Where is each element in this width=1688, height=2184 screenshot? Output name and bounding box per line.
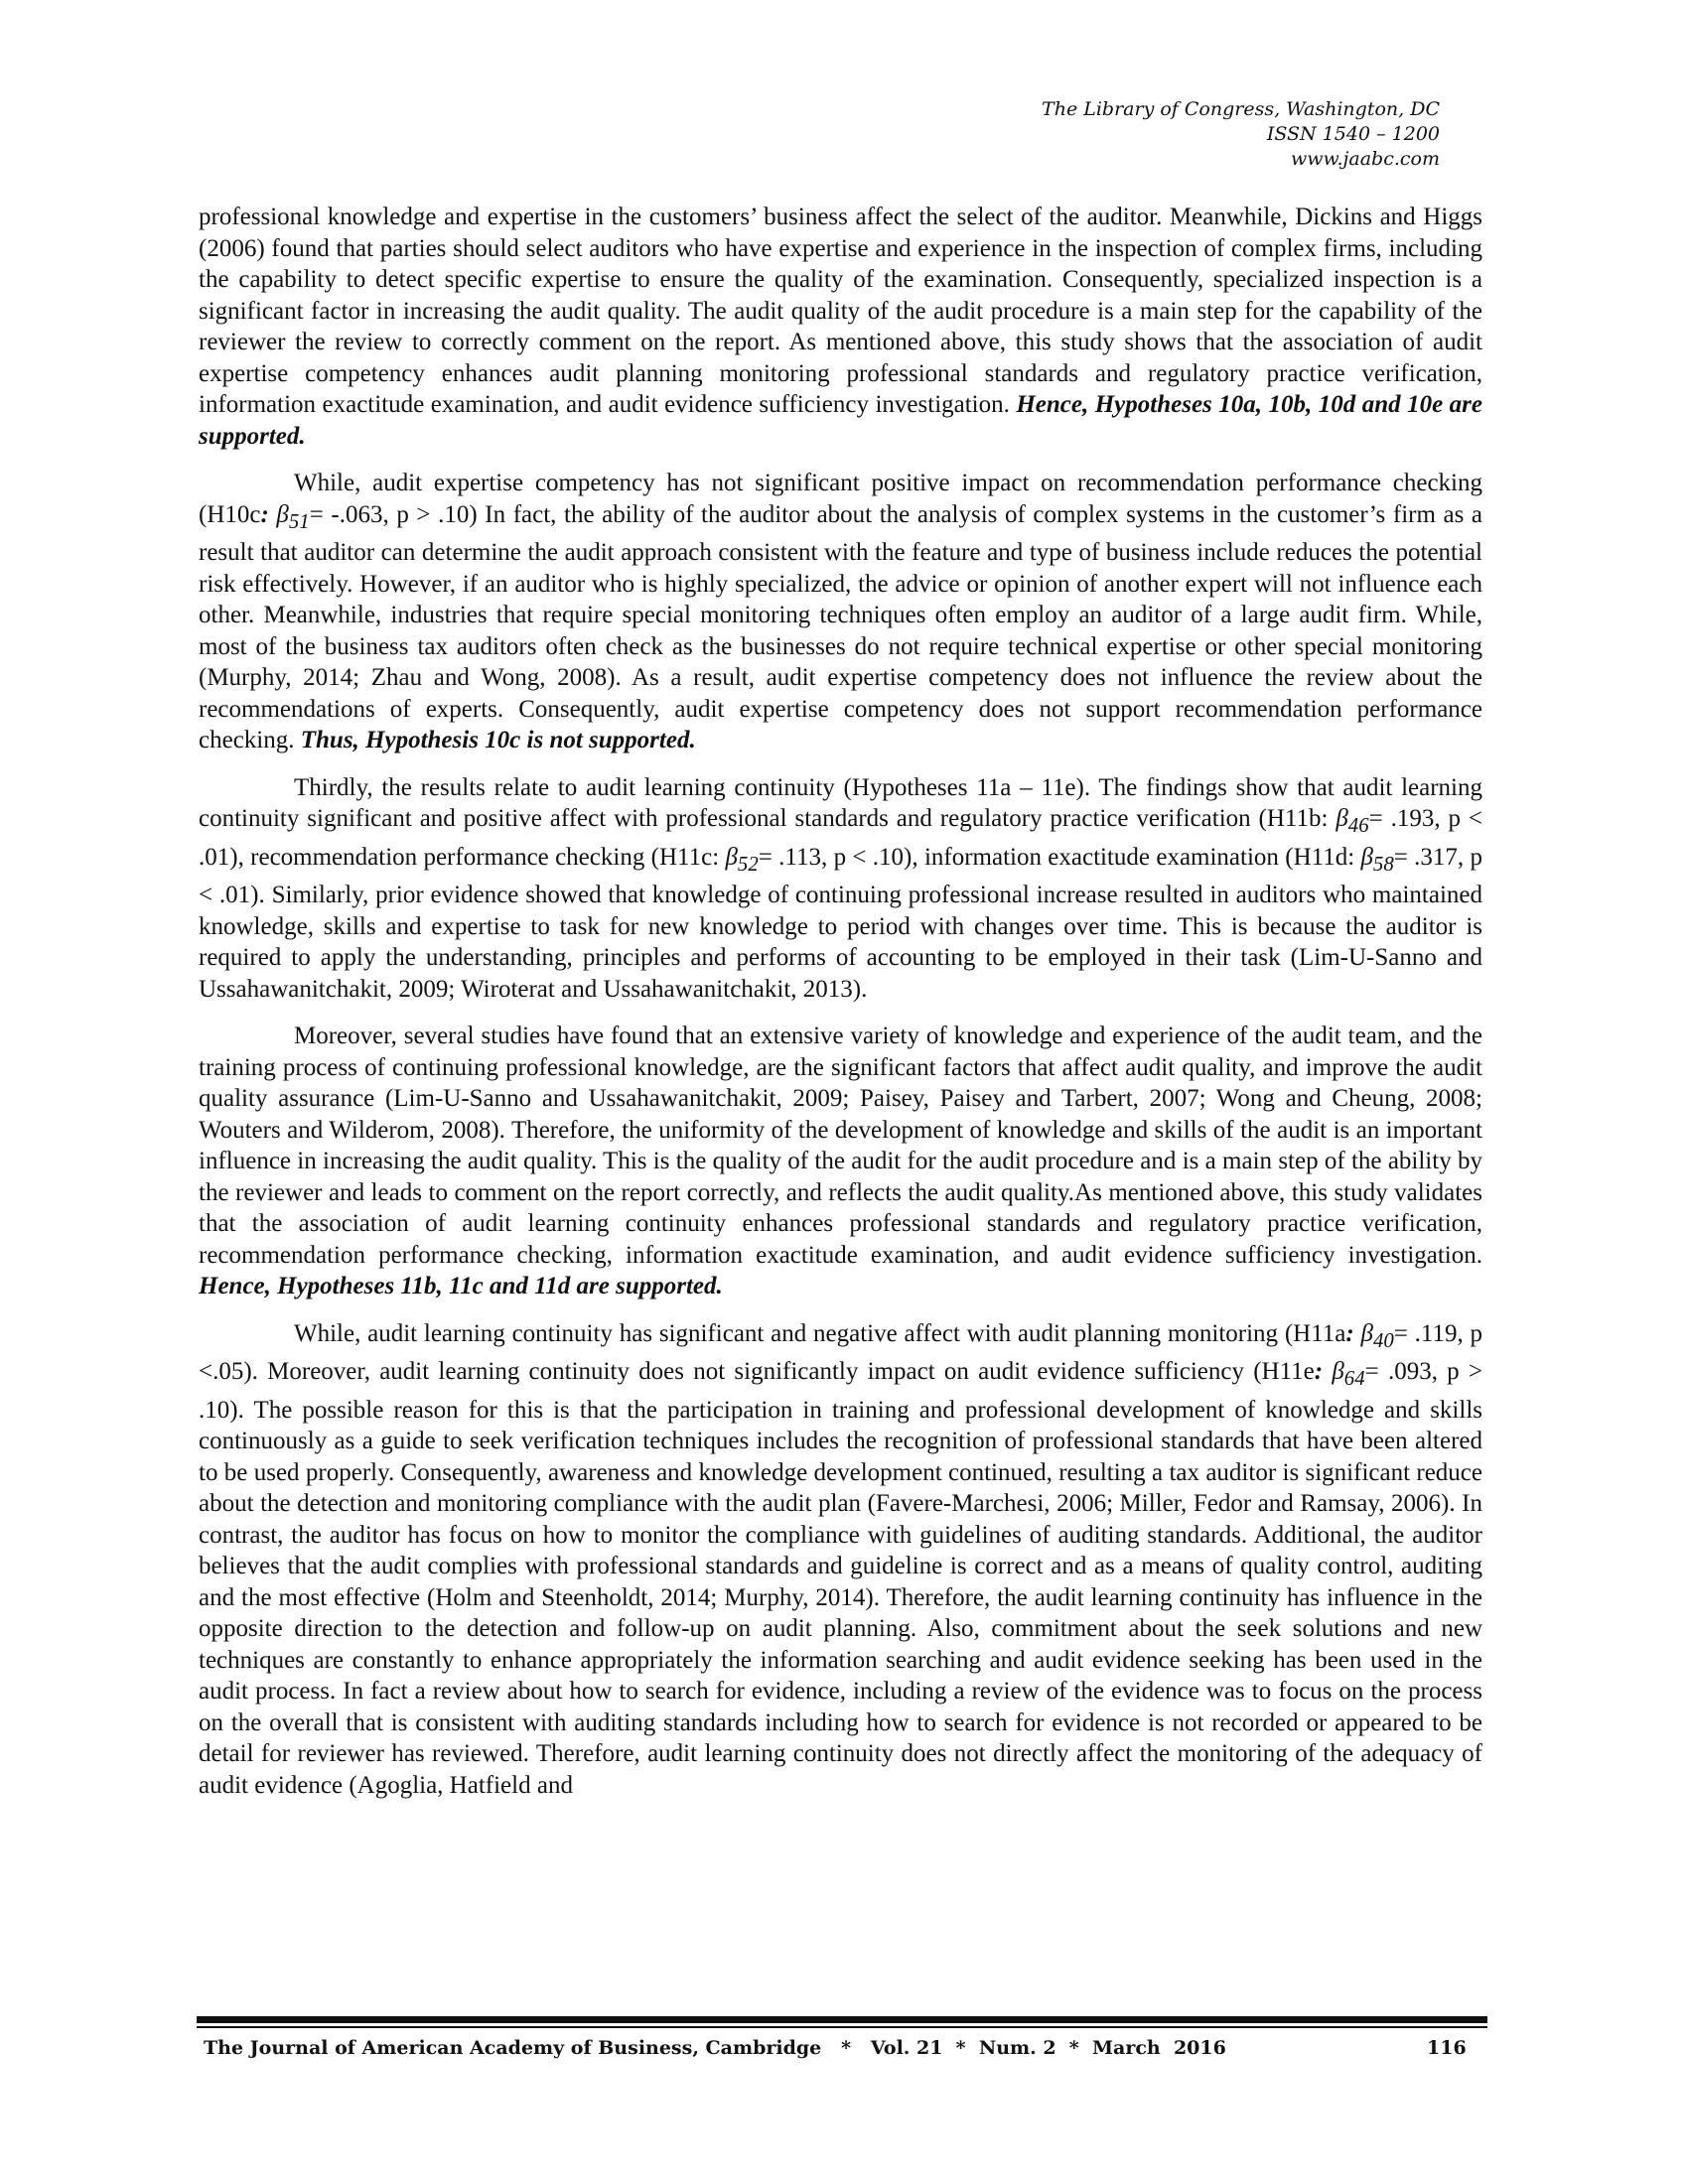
- paragraph-text: = .317, p < .01). Similarly, prior evidence showed that knowledge of continuing professional increase resulted in auditors who maintained knowledge, skills and expertise to task for new knowledge to period with changes over time. This is because the auditor is required to apply the understanding, principles and performs of accounting to be employed in their task (Lim-U-Sanno and Ussahawanitchakit, 2009; Wiroterat and Ussahawanitchakit, 2013).: [199, 843, 1482, 1003]
- beta-symbol: β: [725, 843, 738, 871]
- paragraph-text: Moreover, several studies have found that an extensive variety of knowledge and experience of the audit team, and the training process of continuing professional knowledge, are the significant factors that affect audit quality, and improve the audit quality assurance (Lim-U-Sanno and Ussahawanitchakit, 2009; Paisey, Paisey and Tarbert, 2007; Wong and Cheung, 2008; Wouters and Wilderom, 2008). Therefore, the uniformity of the development of knowledge and skills of the audit is an important influence in increasing the audit quality. This is the quality of the audit for the audit procedure and is a main step of the ability by the reviewer and leads to comment on the report correctly, and reflects the audit quality.As mentioned above, this study validates that the association of audit learning continuity enhances professional standards and regulatory practice verification, recommendation performance checking, information exactitude examination, and audit evidence sufficiency investigation.: [199, 1023, 1482, 1269]
- header-issn: ISSN 1540 – 1200: [1266, 123, 1440, 145]
- paragraph-5: [199, 1318, 1482, 1802]
- hypothesis-conclusion: Hence, Hypotheses 11b, 11c and 11d are supported.: [199, 1273, 723, 1299]
- beta-subscript: 46: [1347, 813, 1369, 837]
- header-publisher: The Library of Congress, Washington, DC: [1042, 98, 1440, 120]
- paragraph-2: [199, 468, 1482, 756]
- beta-subscript: 52: [737, 851, 759, 876]
- paragraph-text: = .193, p < .01), recommendation performance checking (H11c:: [199, 805, 1483, 871]
- paragraph-3: [199, 772, 1482, 1006]
- paragraph-text: professional knowledge and expertise in the customers’ business affect the select of the auditor. Meanwhile, Dickins and Higgs (2006) found that parties should select auditors who have expertise and experience in the inspection of complex firms, including the capability to detect specific expertise to ensure the quality of the examination. Consequently, specialized inspection is a significant factor in increasing the audit quality. The audit quality of the audit procedure is a main step for the capability of the reviewer the review to correctly comment on the report. As mentioned above, this study shows that the association of audit expertise competency enhances audit planning monitoring professional standards and regulatory practice verification, information exactitude examination, and audit evidence sufficiency investigation.: [199, 204, 1482, 418]
- paragraph-text: = .093, p > .10). The possible reason for this is that the participation in training and professional development of knowledge and skills continuously as a guide to seek verification techniques includes the recognition of professional standards that have been altered to be used properly. Consequently, awareness and knowledge development continued, resulting a tax auditor is significant reduce about the detection and monitoring compliance with the audit plan (Favere-Marchesi, 2006; Miller, Fedor and Ramsay, 2006). In contrast, the auditor has focus on how to monitor the compliance with guidelines of auditing standards. Additional, the auditor believes that the audit complies with professional standards and guideline is correct and as a means of quality control, auditing and the most effective (Holm and Steenholdt, 2014; Murphy, 2014). Therefore, the audit learning continuity has influence in the opposite direction to the detection and follow-up on audit planning. Also, commitment about the seek solutions and new techniques are constantly to enhance appropriately the information searching and audit evidence seeking has been used in the audit process. In fact a review about how to search for evidence, including a review of the evidence was to focus on the process on the overall that is consistent with auditing standards including how to search for evidence is not recorded or appeared to be detail for reviewer has reviewed. Therefore, audit learning continuity does not directly affect the monitoring of the adequacy of audit evidence (Agoglia, Hatfield and: [199, 1358, 1482, 1799]
- paragraph-4: [199, 1021, 1482, 1302]
- article-body: [199, 202, 1482, 1817]
- beta-symbol: β: [1360, 1319, 1373, 1347]
- beta-subscript: 58: [1372, 851, 1394, 876]
- page-number: 116: [1427, 2037, 1467, 2059]
- beta-subscript: 64: [1343, 1366, 1365, 1390]
- beta-symbol: β: [1332, 1358, 1344, 1385]
- paragraph-text: Thirdly, the results relate to audit learning continuity (Hypotheses 11a – 11e). The findings show that audit learning continuity significant and positive affect with professional standards and regulatory practice verification (H11b:: [199, 773, 1482, 832]
- colon: :: [1314, 1358, 1324, 1385]
- running-header: [923, 97, 1440, 172]
- paragraph-text: = -.063, p > .10) In fact, the ability of the auditor about the analysis of complex systems in the customer’s firm as a result that auditor can determine the audit approach consistent with the feature and type of business include reduces the potential risk effectively. However, if an auditor who is highly specialized, the advice or opinion of another expert will not influence each other. Meanwhile, industries that require special monitoring techniques often employ an auditor of a large audit firm. While, most of the business tax auditors often check as the businesses do not require technical expertise or other special monitoring (Murphy, 2014; Zhau and Wong, 2008). As a result, audit expertise competency does not influence the review about the recommendations of experts. Consequently, audit expertise competency does not support recommendation performance checking.: [199, 500, 1483, 753]
- paragraph-text: = .113, p < .10), information exactitude examination (H11d:: [758, 843, 1361, 871]
- paragraph-1: [199, 202, 1482, 452]
- beta-symbol: β: [1336, 805, 1348, 832]
- footer-rule-thick: [197, 2016, 1487, 2023]
- hypothesis-conclusion: Thus, Hypothesis 10c is not supported.: [300, 727, 696, 753]
- beta-subscript: 51: [288, 508, 310, 533]
- beta-subscript: 40: [1372, 1327, 1394, 1352]
- header-website: www.jaabc.com: [1290, 148, 1440, 170]
- beta-symbol: β: [1360, 843, 1373, 871]
- footer-rule-thin: [197, 2026, 1487, 2028]
- paragraph-text: While, audit learning continuity has significant and negative affect with audit planning monitoring (H11a: [294, 1319, 1346, 1347]
- footer-journal-info: The Journal of American Academy of Business, Cambridge * Vol. 21 * Num. 2 * March 2016: [204, 2037, 1226, 2059]
- colon: :: [260, 500, 269, 528]
- hypothesis-conclusion: Hence, Hypotheses 10a, 10b, 10d and 10e are supported.: [199, 391, 1482, 450]
- paragraph-text: = .119, p <.05). Moreover, audit learning continuity does not significantly impact on audit evidence sufficiency (H11e: [199, 1319, 1482, 1385]
- colon: :: [1345, 1319, 1354, 1347]
- beta-symbol: β: [276, 500, 289, 528]
- paragraph-text: While, audit expertise competency has not significant positive impact on recommendation performance checking (H10c: [199, 470, 1482, 528]
